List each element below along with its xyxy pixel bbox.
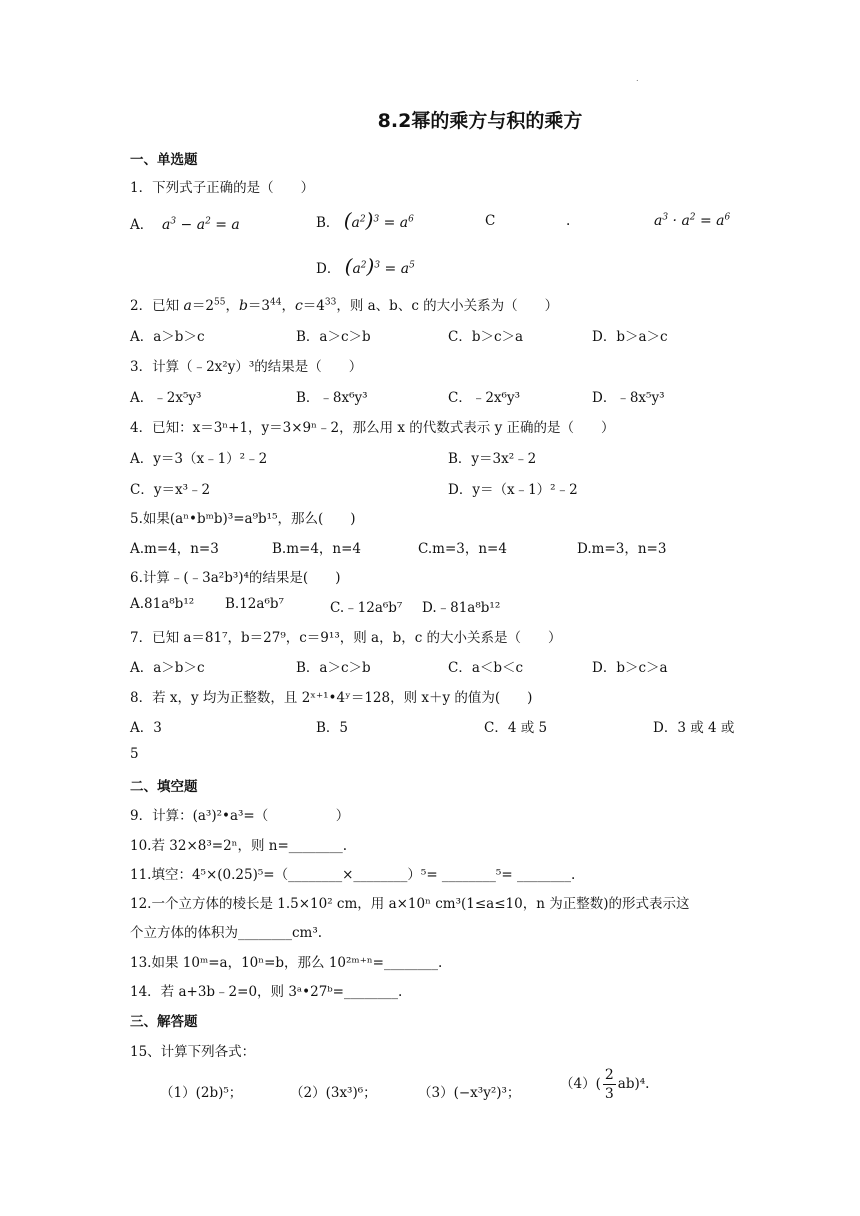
q1-option-b: B． $(a^2)^3 = a^6$ xyxy=(316,208,414,232)
q8-option-d: D．3 或 4 或 xyxy=(653,720,735,736)
question-10: 10.若 32×8³=2ⁿ，则 n=________. xyxy=(130,838,348,854)
section-heading-solve: 三、解答题 xyxy=(130,1014,198,1030)
question-15-stem: 15、计算下列各式： xyxy=(130,1044,256,1060)
question-13: 13.如果 10ᵐ=a，10ⁿ=b，那么 10²ᵐ⁺ⁿ=________. xyxy=(130,955,443,971)
q1-option-c-label: C xyxy=(485,213,496,229)
q6-option-b: B.12a⁶b⁷ xyxy=(225,596,284,612)
q4-option-b: B．y＝3x²﹣2 xyxy=(448,451,537,467)
q1-option-a: A． $a^3 - a^2 = a$ xyxy=(130,216,240,233)
q1-option-d: D． $(a^2)^3 = a^5$ xyxy=(316,254,415,278)
two-thirds-fraction: $\frac{2}{3}$ xyxy=(604,1067,614,1102)
question-12-line-1: 12.一个立方体的棱长是 1.5×10² cm，用 a×10ⁿ cm³(1≤a≤10，n 为正整数)的形式表示这 xyxy=(130,896,690,912)
question-12-line-2: 个立方体的体积为________cm³. xyxy=(130,925,323,941)
q15-part-2: （2）(3x³)⁶； xyxy=(290,1085,377,1101)
q3-option-b: B．﹣8x⁶y³ xyxy=(296,390,368,406)
q2-given-values: a xyxy=(179,298,192,314)
q2-option-d: D．b＞a＞c xyxy=(592,329,668,345)
q8-option-b: B．5 xyxy=(316,720,349,736)
q7-option-b: B．a＞c＞b xyxy=(296,660,371,676)
q1-option-c-dot: . xyxy=(566,213,571,229)
q8-option-d-continued: 5 xyxy=(130,746,139,762)
question-6-stem: 6.计算﹣(﹣3a²b³)⁴的结果是( ) xyxy=(130,570,341,586)
q2-option-c: C．b＞c＞a xyxy=(448,329,524,345)
q6-option-c: C.﹣12a⁶b⁷ xyxy=(330,600,403,616)
section-heading-fill-blank: 二、填空题 xyxy=(130,779,198,795)
q7-option-a: A．a＞b＞c xyxy=(130,660,205,676)
q5-option-c: C.m=3，n=4 xyxy=(418,541,507,557)
question-9: 9．计算：(a³)²•a³=（ ） xyxy=(130,808,350,824)
q5-option-b: B.m=4，n=4 xyxy=(272,541,362,557)
question-5-stem: 5.如果(aⁿ•bᵐb)³=a⁹b¹⁵，那么( ) xyxy=(130,511,356,527)
q5-option-d: D.m=3，n=3 xyxy=(577,541,667,557)
q6-option-a: A.81a⁸b¹² xyxy=(130,596,195,612)
q3-option-c: C．﹣2x⁶y³ xyxy=(448,390,520,406)
q15-part-4: （4）( $\frac{2}{3}$ ab)⁴. xyxy=(560,1067,650,1102)
question-3-stem: 3．计算（﹣2x²y）³的结果是（ ） xyxy=(130,359,363,375)
q1-option-a-expr: $a^3 - a^2 = a$ xyxy=(157,216,240,233)
q1-option-b-expr: $(a^2)^3 = a^6$ xyxy=(343,208,414,232)
question-8-stem: 8．若 x，y 均为正整数，且 2ˣ⁺¹•4ʸ＝128，则 x＋y 的值为( ) xyxy=(130,690,533,706)
q4-option-c: C．y＝x³﹣2 xyxy=(130,482,211,498)
section-heading-single-choice: 一、单选题 xyxy=(130,152,198,168)
corner-dot: . xyxy=(636,74,639,83)
q7-option-c: C．a＜b＜c xyxy=(448,660,524,676)
q5-option-a: A.m=4，n=3 xyxy=(130,541,219,557)
q15-part-3: （3）(−x³y²)³； xyxy=(418,1085,521,1101)
q4-option-d: D．y＝（x﹣1）²﹣2 xyxy=(448,482,578,498)
q4-option-a: A．y＝3（x﹣1）²﹣2 xyxy=(130,451,268,467)
page-title: 8.2幂的乘方与积的乘方 xyxy=(377,110,583,132)
q2-option-b: B．a＞c＞b xyxy=(296,329,371,345)
question-14: 14．若 a+3b﹣2=0，则 3ᵃ•27ᵇ=________. xyxy=(130,984,403,1000)
question-1-stem: 1．下列式子正确的是（ ） xyxy=(130,180,315,196)
question-11: 11.填空：4⁵×(0.25)⁵=（________×________）⁵= ________⁵= ________. xyxy=(130,867,576,883)
q1-option-d-expr: $(a^2)^3 = a^5$ xyxy=(344,254,415,278)
q3-option-d: D．﹣8x⁵y³ xyxy=(592,390,665,406)
question-7-stem: 7．已知 a＝81⁷，b＝27⁹，c＝9¹³，则 a，b，c 的大小关系是（ ） xyxy=(130,630,562,646)
q8-option-a: A．3 xyxy=(130,720,162,736)
q8-option-c: C．4 或 5 xyxy=(484,720,548,736)
q7-option-d: D．b＞c＞a xyxy=(592,660,668,676)
question-2-stem: 2．已知 $a=2^{55}$，$b=3^{44}$，$c=4^{33}$，则 a、b、c 的大小关系为（ ） xyxy=(130,297,559,314)
q6-option-d: D.﹣81a⁸b¹² xyxy=(422,600,501,616)
q3-option-a: A．﹣2x⁵y³ xyxy=(130,390,202,406)
q15-part-1: （1）(2b)⁵； xyxy=(160,1085,243,1101)
q2-option-a: A．a＞b＞c xyxy=(130,329,205,345)
q1-option-c-expr: $a^3 \cdot a^2 = a^6$ xyxy=(654,212,731,229)
question-4-stem: 4．已知：x＝3ⁿ+1，y＝3×9ⁿ﹣2，那么用 x 的代数式表示 y 正确的是（ ） xyxy=(130,420,615,436)
